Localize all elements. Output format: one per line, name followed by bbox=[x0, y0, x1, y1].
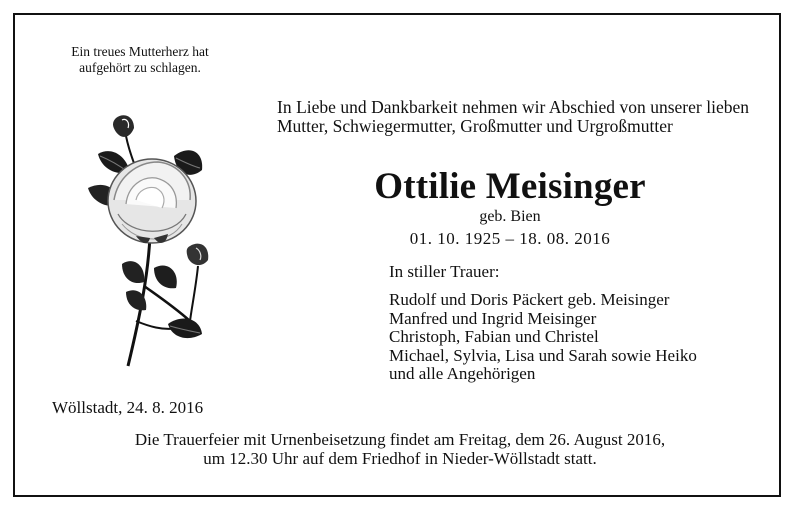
mourner-entry: Manfred und Ingrid Meisinger bbox=[389, 308, 597, 328]
motto-line: aufgehört zu schlagen. bbox=[79, 60, 201, 75]
mourner-entry: Michael, Sylvia, Lisa und Sarah sowie Heiko bbox=[389, 345, 697, 365]
birth-name: geb. Bien bbox=[479, 208, 541, 225]
place-date: Wöllstadt, 24. 8. 2016 bbox=[52, 398, 204, 417]
mourner-entry: und alle Angehörigen bbox=[389, 364, 536, 383]
mourning-heading: In stiller Trauer: bbox=[389, 262, 500, 281]
mourner-entry: Christoph, Fabian und Christel bbox=[389, 327, 599, 346]
mourner-entry: Rudolf und Doris Päckert geb. Meisinger bbox=[389, 290, 670, 309]
mourners-list bbox=[389, 291, 697, 384]
motto-line: Ein treues Mutterherz hat bbox=[71, 44, 209, 59]
notice-line: um 12.30 Uhr auf dem Friedhof in Nieder-Wöllstadt statt. bbox=[203, 449, 597, 468]
funeral-notice bbox=[30, 430, 770, 468]
life-dates: 01. 10. 1925 – 18. 08. 2016 bbox=[409, 229, 611, 248]
motto bbox=[40, 44, 240, 76]
deceased-name: Ottilie Meisinger bbox=[374, 166, 646, 207]
notice-line: Die Trauerfeier mit Urnenbeisetzung findet am Freitag, dem 26. August 2016, bbox=[134, 430, 666, 449]
rose-icon bbox=[78, 96, 238, 381]
intro-text: In Liebe und Dankbarkeit nehmen wir Abschied von unserer lieben Mutter, Schwiegermutter, Großmutter und Urgroßmutter bbox=[277, 97, 749, 136]
